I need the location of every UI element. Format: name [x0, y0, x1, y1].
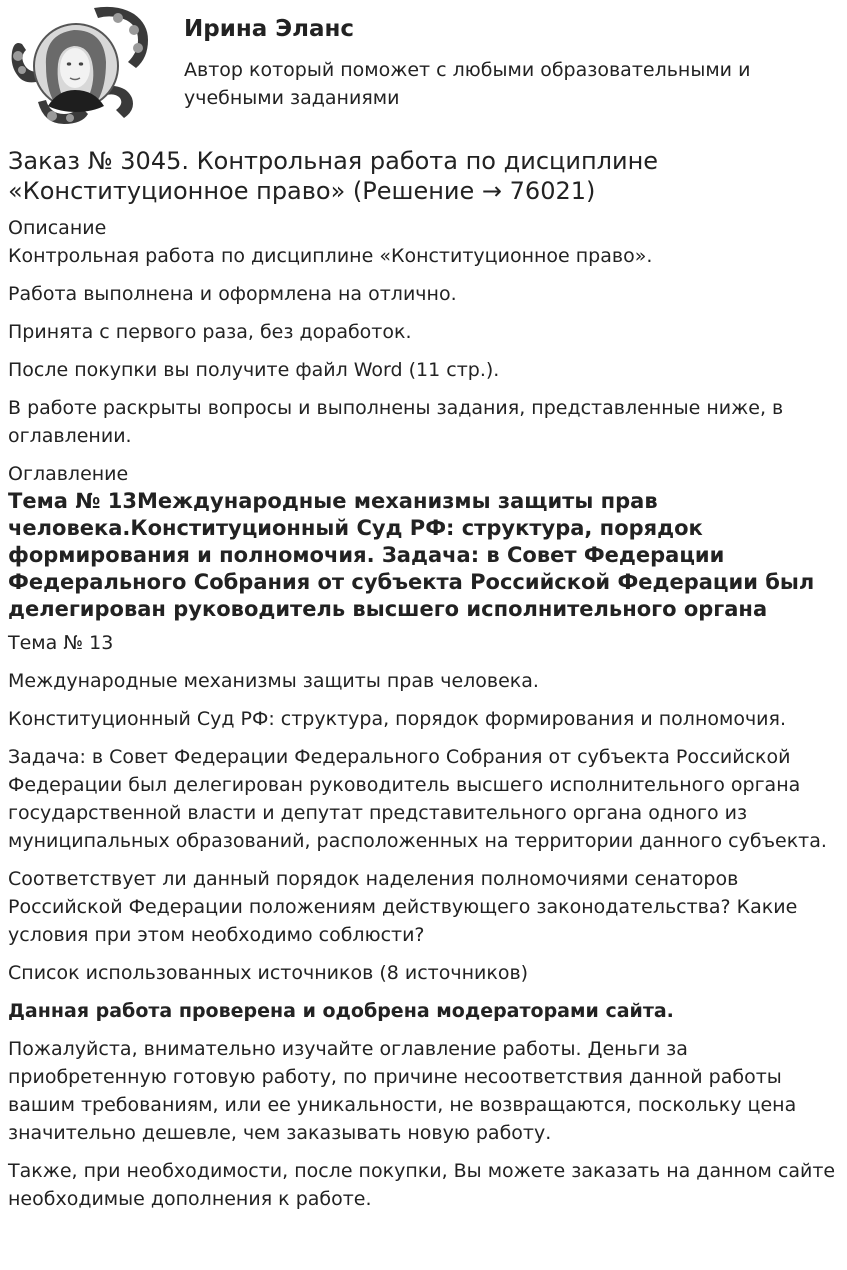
toc-paragraph: Конституционный Суд РФ: структура, порядок формирования и полномочия. [8, 708, 786, 730]
toc-paragraph: Тема № 13 [8, 632, 114, 654]
order-title: Заказ № 3045. Контрольная работа по дисциплине «Конституционное право» (Решение → 76021) [8, 147, 659, 205]
toc-paragraph: Задача: в Совет Федерации Федерального Собрания от субъекта Российской Федерации был делегирован руководитель высшего исполнительного органа государственной власти и депутат представительного органа одного из муниципальных образований, расположенных на территории данного субъекта. [8, 746, 827, 852]
author-description: Автор который поможет с любыми образовательными и учебными заданиями [184, 59, 751, 109]
toc-label: Оглавление [8, 463, 129, 485]
refund-warning: Пожалуйста, внимательно изучайте оглавление работы. Деньги за приобретенную готовую работу, по причине несоответствия данной работы вашим требованиям, или ее уникальности, не возвращаются, поскольку цена значительно дешевле, чем заказывать новую работу. [8, 1038, 797, 1144]
description-label: Описание [8, 217, 107, 239]
description-paragraph: В работе раскрыты вопросы и выполнены задания, представленные ниже, в оглавлении. [8, 397, 784, 447]
toc-paragraph: Список использованных источников (8 источников) [8, 962, 529, 984]
extra-note: Также, при необходимости, после покупки, Вы можете заказать на данном сайте необходимые дополнения к работе. [8, 1160, 836, 1210]
author-card [8, 6, 838, 130]
toc-paragraph: Соответствует ли данный порядок наделения полномочиями сенаторов Российской Федерации положениям действующего законодательства? Какие условия при этом необходимо соблюсти? [8, 868, 798, 946]
description-paragraph: Принята с первого раза, без доработок. [8, 321, 412, 343]
moderation-note: Данная работа проверена и одобрена модераторами сайта. [8, 1000, 674, 1022]
toc-paragraph: Международные механизмы защиты прав человека. [8, 670, 539, 692]
film-reel-avatar-icon [8, 6, 150, 126]
author-avatar[interactable] [8, 6, 150, 126]
description-paragraph: Контрольная работа по дисциплине «Конституционное право». [8, 245, 653, 267]
author-name[interactable]: Ирина Эланс [184, 16, 355, 42]
main-content [8, 146, 840, 1223]
description-paragraph: После покупки вы получите файл Word (11 стр.). [8, 359, 500, 381]
description-paragraph: Работа выполнена и оформлена на отлично. [8, 283, 457, 305]
toc-heading: Тема № 13Международные механизмы защиты прав человека.Конституционный Суд РФ: структура, порядок формирования и полномочия. Задача: в Совет Федерации Федерального Собрания от субъекта Российской Федерации был делегирован руководитель высшего исполнительного органа [8, 489, 815, 621]
